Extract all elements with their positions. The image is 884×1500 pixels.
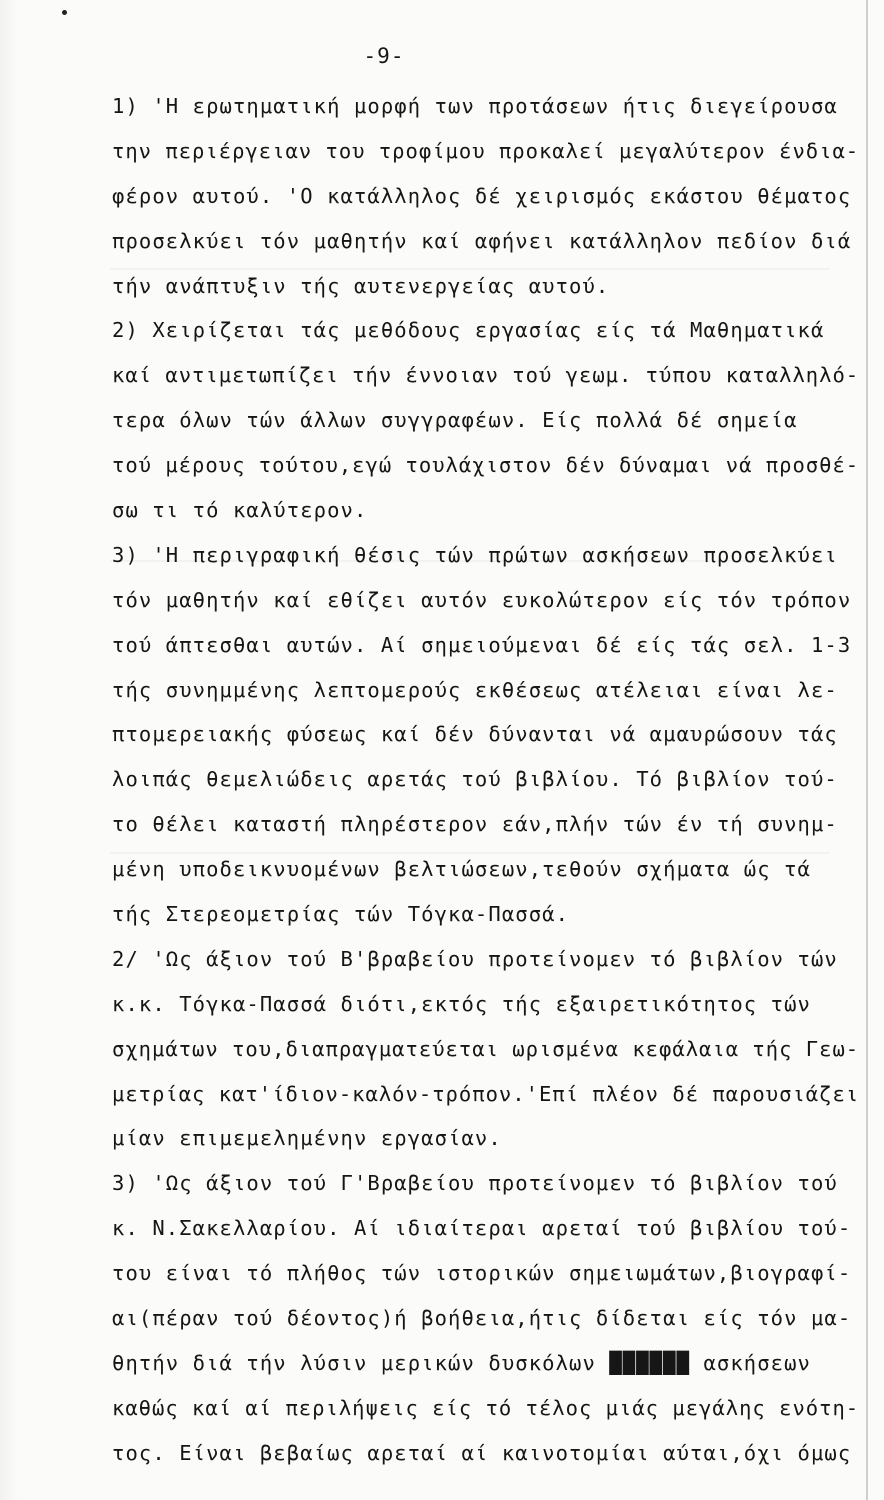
text-line: λοιπάς θεμελιώδεις αρετάς τού βιβλίου. Τό βιβλίον τού-: [112, 767, 838, 792]
text-line: 2) Χειρίζεται τάς μεθόδους εργασίας είς τά Μαθηματικά: [112, 318, 825, 343]
text-line: το θέλει καταστή πληρέστερον εάν,πλήν τών έν τή συνημ-: [112, 812, 838, 837]
text-line: αι(πέραν τού δέοντος)ή βοήθεια,ήτις δίδεται είς τόν μα-: [112, 1306, 852, 1331]
text-line: κ. Ν.Σακελλαρίου. Αί ιδιαίτεραι αρεταί τού βιβλίου τού-: [112, 1216, 852, 1241]
text-line: τήν ανάπτυξιν τής αυτενεργείας αυτού.: [112, 273, 610, 298]
typed-text-body: [112, 84, 860, 1476]
page-number: -9-: [363, 44, 405, 68]
text-line: προσελκύει τόν μαθητήν καί αφήνει κατάλληλον πεδίον διά: [112, 228, 852, 253]
text-line: τής Στερεομετρίας τών Τόγκα-Πασσά.: [112, 902, 570, 927]
text-line: μίαν επιμεμελημένην εργασίαν.: [112, 1126, 502, 1151]
text-line: τού μέρους τούτου,εγώ τουλάχιστον δέν δύναμαι νά προσθέ-: [112, 453, 860, 478]
text-line: τού άπτεσθαι αυτών. Αί σημειούμεναι δέ είς τάς σελ. 1-3: [112, 632, 852, 657]
text-line: σω τι τό καλύτερον.: [112, 498, 368, 523]
text-line: 3) 'Ως άξιον τού Γ'Βραβείου προτείνομεν τό βιβλίον τού: [112, 1171, 838, 1196]
page-edge: [866, 0, 868, 1500]
text-line: τερα όλων τών άλλων συγγραφέων. Είς πολλά δέ σημεία: [112, 408, 798, 433]
text-line: του είναι τό πλήθος τών ιστορικών σημειωμάτων,βιογραφί-: [112, 1261, 852, 1286]
text-line: πτομερειακής φύσεως καί δέν δύνανται νά αμαυρώσουν τάς: [112, 722, 838, 747]
text-line: θητήν διά τήν λύσιν μερικών δυσκόλων ██████ ασκήσεων: [112, 1350, 811, 1375]
text-line: μένη υποδεικνυομένων βελτιώσεων,τεθούν σχήματα ώς τά: [112, 857, 811, 882]
text-line: την περιέργειαν του τροφίμου προκαλεί μεγαλύτερον ένδια-: [112, 138, 860, 163]
text-line: φέρον αυτού. 'Ο κατάλληλος δέ χειρισμός εκάστου θέματος: [112, 183, 852, 208]
text-line: κ.κ. Τόγκα-Πασσά διότι,εκτός τής εξαιρετικότητος τών: [112, 991, 811, 1016]
text-line: μετρίας κατ'ίδιον-καλόν-τρόπον.'Επί πλέον δέ παρουσιάζει: [112, 1081, 860, 1106]
text-line: 3) 'Η περιγραφική θέσις τών πρώτων ασκήσεων προσελκύει: [112, 542, 838, 567]
text-line: τόν μαθητήν καί εθίζει αυτόν ευκολώτερον είς τόν τρόπον: [112, 587, 852, 612]
ink-dot: [62, 10, 67, 15]
text-line: τής συνημμένης λεπτομερούς εκθέσεως ατέλειαι είναι λε-: [112, 677, 838, 702]
text-line: σχημάτων του,διαπραγματεύεται ωρισμένα κεφάλαια τής Γεω-: [112, 1036, 860, 1061]
text-line: καθώς καί αί περιλήψεις είς τό τέλος μιάς μεγάλης ενότη-: [112, 1395, 860, 1420]
text-line: καί αντιμετωπίζει τήν έννοιαν τού γεωμ. τύπου καταλληλό-: [112, 363, 860, 388]
text-line: τος. Είναι βεβαίως αρεταί αί καινοτομίαι αύται,όχι όμως: [112, 1440, 852, 1465]
text-line: 2/ 'Ως άξιον τού Β'βραβείου προτείνομεν τό βιβλίον τών: [112, 946, 838, 971]
text-line: 1) 'Η ερωτηματική μορφή των προτάσεων ήτις διεγείρουσα: [112, 94, 838, 118]
